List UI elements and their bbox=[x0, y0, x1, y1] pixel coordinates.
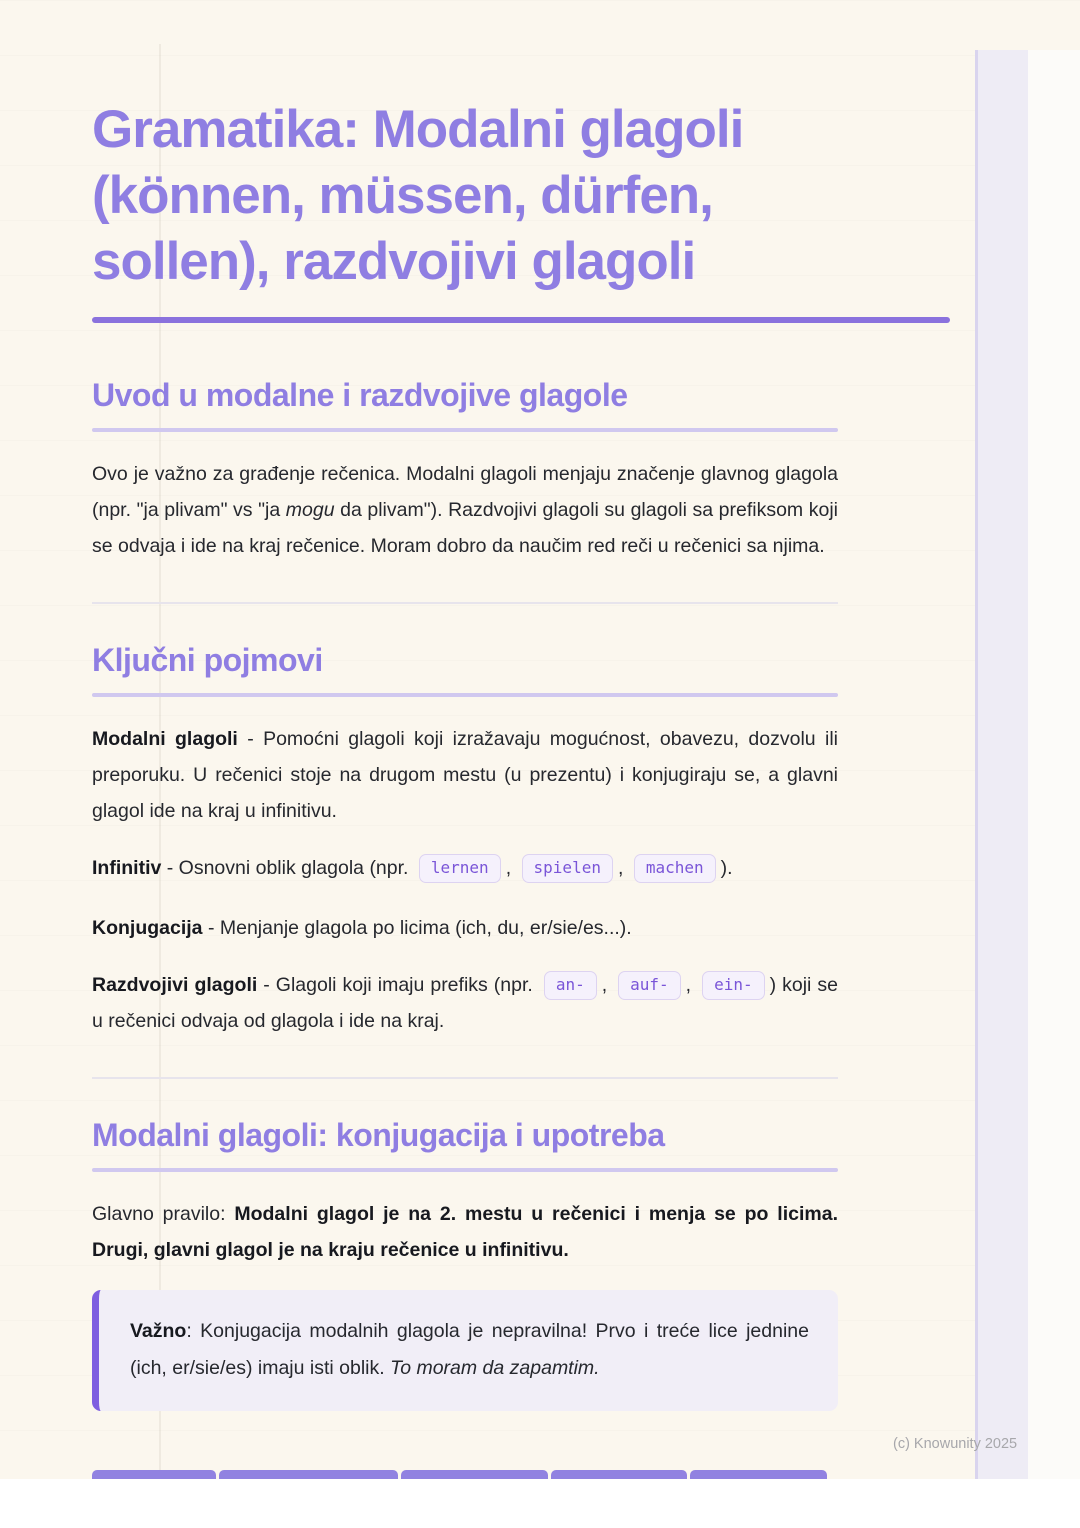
page-edge-band bbox=[975, 50, 1028, 1479]
heading-underline bbox=[92, 428, 838, 432]
table-header-stub bbox=[92, 1470, 827, 1479]
text-run: , bbox=[685, 974, 698, 996]
section-heading: Uvod u modalne i razdvojive glagole bbox=[92, 377, 628, 413]
paragraph bbox=[92, 456, 838, 564]
text-italic: To moram da zapamtim. bbox=[390, 1357, 600, 1379]
section-heading: Modalni glagoli: konjugacija i upotreba bbox=[92, 1117, 665, 1153]
code-chip: an- bbox=[544, 971, 597, 1000]
term-bold: Infinitiv bbox=[92, 857, 162, 879]
paragraph bbox=[92, 850, 838, 886]
page-edge-margin bbox=[1028, 50, 1080, 1479]
text-run: - Osnovni oblik glagola (npr. bbox=[161, 857, 414, 879]
table-header-cell bbox=[551, 1470, 687, 1479]
code-chip: spielen bbox=[522, 854, 613, 883]
callout-text bbox=[130, 1313, 809, 1387]
text-run: Ovo je važno za građenje rečenica. Modalni glagoli menjaju značenje glavnog glagola (npr. "ja plivam" vs "ja bbox=[92, 463, 838, 521]
section-conjugation bbox=[92, 1115, 838, 1411]
term-bold: Konjugacija bbox=[92, 917, 203, 939]
table-header-cell bbox=[690, 1470, 827, 1479]
text-run: - Menjanje glagola po licima (ich, du, er/sie/es...). bbox=[202, 917, 632, 939]
paragraph bbox=[92, 967, 838, 1039]
page-content bbox=[92, 0, 838, 1411]
table-header-cell bbox=[92, 1470, 216, 1479]
heading-underline bbox=[92, 693, 838, 697]
paragraph bbox=[92, 910, 838, 946]
section-divider bbox=[92, 1077, 838, 1079]
important-callout bbox=[92, 1290, 838, 1411]
paragraph bbox=[92, 721, 838, 829]
text-run: Glavno pravilo: bbox=[92, 1203, 235, 1225]
text-run: , bbox=[617, 857, 629, 879]
table-header-cell bbox=[401, 1470, 548, 1479]
heading-underline bbox=[92, 1168, 838, 1172]
code-chip: auf- bbox=[618, 971, 681, 1000]
code-chip: machen bbox=[634, 854, 716, 883]
copyright-note: (c) Knowunity 2025 bbox=[893, 1436, 1018, 1452]
code-chip: lernen bbox=[419, 854, 501, 883]
term-bold: Važno bbox=[130, 1320, 187, 1342]
text-run: : Konjugacija modalnih glagola je nepravilna! Prvo i treće lice jednine (ich, er/sie/es) imaju isti oblik. bbox=[130, 1320, 809, 1379]
text-italic: mogu bbox=[285, 499, 335, 521]
term-bold: Modalni glagol je na 2. mestu u rečenici i menja se po licima. Drugi, glavni glagol je na kraju rečenice u infinitivu. bbox=[92, 1203, 838, 1261]
section-divider bbox=[92, 602, 838, 604]
page-title: Gramatika: Modalni glagoli (können, müssen, dürfen, sollen), razdvojivi glagoli bbox=[92, 100, 744, 291]
section-heading: Ključni pojmovi bbox=[92, 642, 323, 678]
text-run: da plivam"). Razdvojivi glagoli su glagoli sa prefiksom koji se odvaja i ide na kraj rečenice. Moram dobro da naučim red reči u rečenici sa njima. bbox=[92, 499, 838, 557]
text-run: ). bbox=[720, 857, 733, 879]
text-run: , bbox=[601, 974, 614, 996]
page-bottom-margin bbox=[0, 1479, 1080, 1528]
text-run: ) koji se u rečenici odvaja od glagola i ide na kraj. bbox=[92, 974, 838, 1032]
title-divider-rule bbox=[92, 317, 950, 323]
text-run: - Glagoli koji imaju prefiks (npr. bbox=[257, 974, 539, 996]
term-bold: Modalni glagoli bbox=[92, 728, 238, 750]
text-run: - Pomoćni glagoli koji izražavaju mogućnost, obavezu, dozvolu ili preporuku. U rečenici stoje na drugom mestu (u prezentu) i konjugiraju se, a glavni glagol ide na kraj u infinitivu. bbox=[92, 728, 838, 822]
table-header-cell bbox=[219, 1470, 398, 1479]
text-run: , bbox=[505, 857, 517, 879]
term-bold: Razdvojivi glagoli bbox=[92, 974, 258, 996]
section-key-terms bbox=[92, 640, 838, 1039]
paragraph bbox=[92, 1196, 838, 1268]
code-chip: ein- bbox=[702, 971, 765, 1000]
section-intro bbox=[92, 375, 838, 564]
